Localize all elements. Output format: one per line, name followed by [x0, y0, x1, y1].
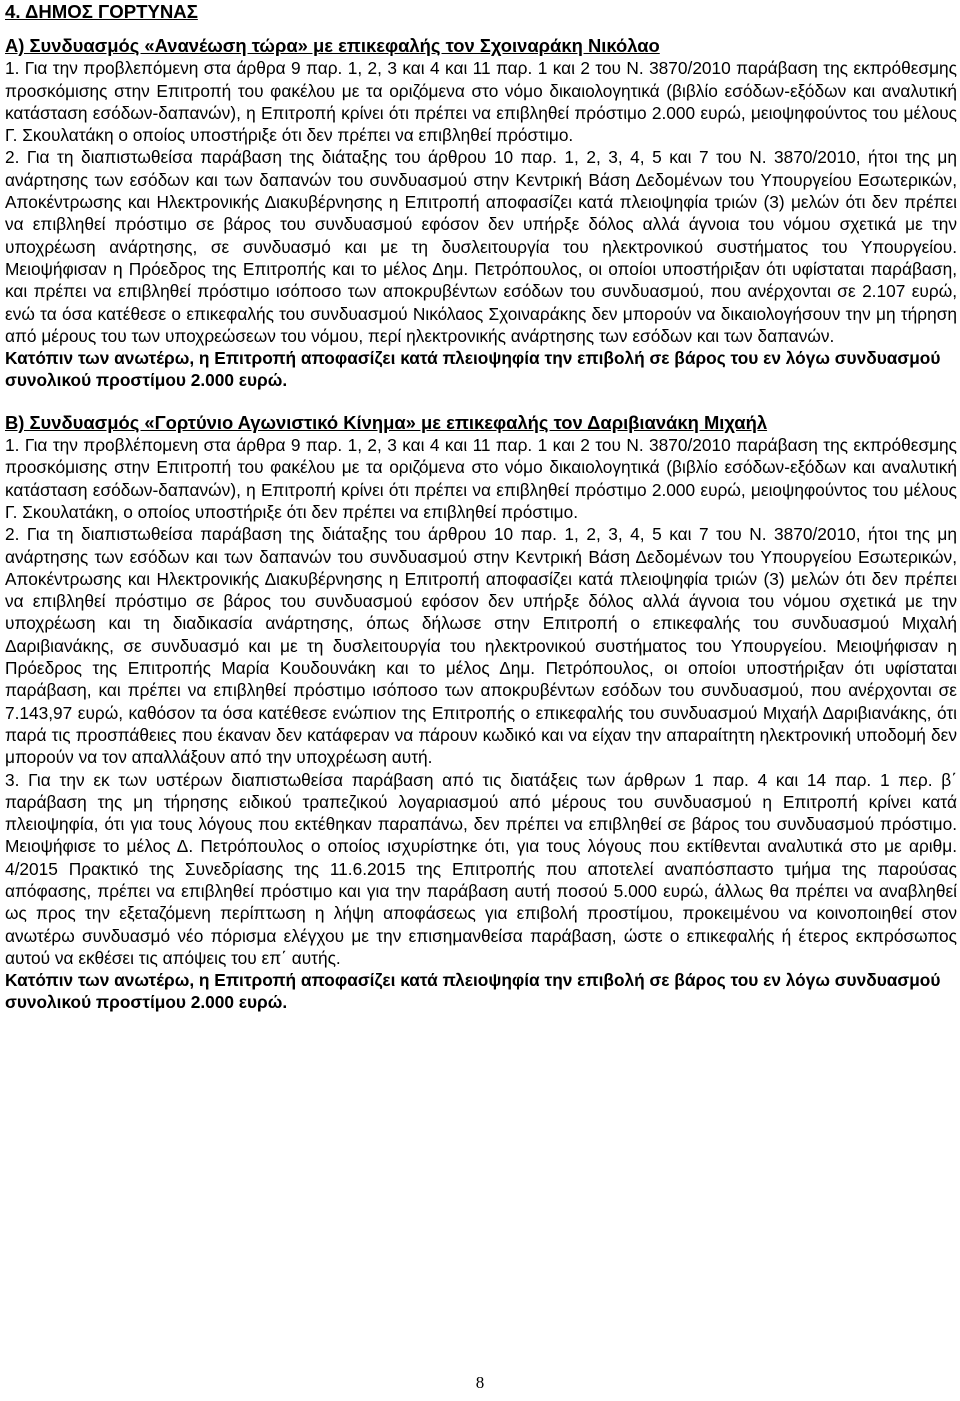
subsection-b-paragraph-2: 2. Για τη διαπιστωθείσα παράβαση της διάταξης του άρθρου 10 παρ. 1, 2, 3, 4, 5 και 7 του Ν. 3870/2010, ήτοι της μη ανάρτησης των εσόδων και των δαπανών του συνδυασμού στην Κεντρική Βάση Δεδομένων του Υπουργείου Εσωτερικών, Αποκέντρωσης και Ηλεκτρονικής Διακυβέρνησης η Επιτροπή αποφασίζει κατά πλειοψηφία τριών (3) μελών ότι δεν πρέπει να επιβληθεί πρόστιμο σε βάρος του συνδυασμού εφόσον δεν υπήρξε δόλος αλλά άγνοια του νόμου σχετικά με την υποχρέωση και τη διαδικασία ανάρτησης, όπως δήλωσε στην Επιτροπή ο επικεφαλής του συνδυασμού Μιχαλή Δαριβιανάκης, σε συνδυασμό και με τη δυσλειτουργία του ηλεκτρονικού συστήματος του Υπουργείου. Μειοψήφισαν η Πρόεδρος της Επιτροπής Μαρία Κουδουνάκη και το μέλος Δημ. Πετρόπουλος, οι οποίοι υποστήριξαν ότι υφίσταται παράβαση, και πρέπει να επιβληθεί πρόστιμο ισόποσο των αποκρυβέντων εσόδων του συνδυασμού, που ανέρχονται σε 7.143,97 ευρώ, καθόσον τα όσα κατέθεσε ενώπιον της Επιτροπής ο επικεφαλής του συνδυασμού Μιχαήλ Δαριβιανάκης, ότι παρά τις προσπάθειες που έκαναν δεν κατάφεραν να πάρουν κωδικό και να είχαν την απαραίτητη ηλεκτρονική υποδομή δεν μπορούν να τον απαλλάξουν από την υποχρέωση αυτή. — [5, 524, 957, 768]
subsection-a-paragraph-2: 2. Για τη διαπιστωθείσα παράβαση της διάταξης του άρθρου 10 παρ. 1, 2, 3, 4, 5 και 7 του Ν. 3870/2010, ήτοι της μη ανάρτησης των εσόδων και των δαπανών του συνδυασμού στην Κεντρική Βάση Δεδομένων του Υπουργείου Εσωτερικών, Αποκέντρωσης και Ηλεκτρονικής Διακυβέρνησης η Επιτροπή αποφασίζει κατά πλειοψηφία τριών (3) μελών ότι δεν πρέπει να επιβληθεί πρόστιμο σε βάρος του συνδυασμού εφόσον δεν υπήρξε δόλος αλλά άγνοια του νόμου σχετικά με την υποχρέωση ανάρτησης, σε συνδυασμό και με τη δυσλειτουργία του ηλεκτρονικού συστήματος του Υπουργείου. Μειοψήφισαν η Πρόεδρος της Επιτροπής και το μέλος Δημ. Πετρόπουλος, οι οποίοι υποστήριξαν ότι υφίσταται παράβαση, και πρέπει να επιβληθεί πρόστιμο ισόποσο των αποκρυβέντων εσόδων του συνδυασμού, που ανέρχονται σε 2.107 ευρώ, ενώ τα όσα κατέθεσε ο επικεφαλής του συνδυασμού Νικόλαος Σχοιναράκης δεν μπορούν να δικαιολογήσουν την μη τήρηση από μέρους του των υποχρεώσεων του νόμου, περί ηλεκτρονικής ανάρτησης των εσόδων και των δαπανών. — [5, 147, 957, 346]
subsection-a-heading: Α) Συνδυασμός «Ανανέωση τώρα» με επικεφαλής τον Σχοιναράκη Νικόλαο — [5, 35, 660, 56]
document-body — [5, 0, 957, 1014]
subsection-b-paragraph-3: 3. Για την εκ των υστέρων διαπιστωθείσα παράβαση από τις διατάξεις των άρθρων 1 παρ. 4 και 14 παρ. 1 περ. β΄ παράβαση της μη τήρησης ειδικού τραπεζικού λογαριασμού από μέρους του συνδυασμού η Επιτροπή κρίνει κατά πλειοψηφία, ότι για τους λόγους που εκτέθηκαν παραπάνω, δεν πρέπει να επιβληθεί σε βάρος του συνδυασμού πρόστιμο. Μειοψήφισε το μέλος Δ. Πετρόπουλος ο οποίος ισχυρίστηκε ότι, για τους λόγους που εκτίθενται αναλυτικά στο με αριθμ. 4/2015 Πρακτικό της Συνεδρίασης της 11.6.2015 της Επιτροπής που αποτελεί αναπόσπαστο τμήμα της παρούσας απόφασης, πρέπει να επιβληθεί πρόστιμο και για την παράβαση αυτή ποσού 5.000 ευρώ, άλλως θα πρέπει να αναβληθεί ως προς την εξεταζόμενη περίπτωση η λήψη αποφάσεως για επιβολή προστίμου, προκειμένου να κοινοποιηθεί στον ανωτέρω συνδυασμό νέο πόρισμα ελέγχου με την επισημανθείσα παράβαση, ώστε ο επικεφαλής ή έτερος εκπρόσωπος αυτού να εκθέσει τις απόψεις του επ΄ αυτής. — [5, 769, 957, 968]
subsection-b-decision: Κατόπιν των ανωτέρω, η Επιτροπή αποφασίζει κατά πλειοψηφία την επιβολή σε βάρος του εν λόγω συνδυασμού συνολικού προστίμου 2.000 ευρώ. — [5, 970, 941, 1013]
subsection-b-paragraph-1: 1. Για την προβλέπομενη στα άρθρα 9 παρ. 1, 2, 3 και 4 και 11 παρ. 1 και 2 του Ν. 3870/2010 παράβαση της εκπρόθεσμης προσκόμισης στην Επιτροπή του φακέλου με τα οριζόμενα στο νόμο δικαιολογητικά (βιβλίο εσόδων-εξόδων και αναλυτική κατάσταση εσόδων-δαπανών), η Επιτροπή κρίνει ότι πρέπει να επιβληθεί πρόστιμο 2.000 ευρώ, μειοψηφούντος του μέλους Γ. Σκουλατάκη, ο οποίος υποστήριξε ότι δεν πρέπει να επιβληθεί πρόστιμο. — [5, 435, 957, 522]
section-heading: 4. ΔΗΜΟΣ ΓΟΡΤΥΝΑΣ — [5, 1, 198, 22]
spacer — [5, 24, 957, 35]
subsection-a-paragraph-1: 1. Για την προβλεπόμενη στα άρθρα 9 παρ. 1, 2, 3 και 4 και 11 παρ. 1 και 2 του Ν. 3870/2010 παράβαση της εκπρόθεσμης προσκόμισης στην Επιτροπή του φακέλου με τα οριζόμενα στο νόμο δικαιολογητικά (βιβλίο εσόδων-εξόδων και αναλυτική κατάσταση εσόδων-δαπανών), η Επιτροπή κρίνει ότι πρέπει να επιβληθεί πρόστιμο 2.000 ευρώ, μειοψηφούντος του μέλους Γ. Σκουλατάκη ο οποίος υποστήριξε ότι δεν πρέπει να επιβληθεί πρόστιμο. — [5, 58, 957, 146]
page-number: 8 — [475, 1373, 485, 1392]
subsection-a-decision: Κατόπιν των ανωτέρω, η Επιτροπή αποφασίζει κατά πλειοψηφία την επιβολή σε βάρος του εν λόγω συνδυασμού συνολικού προστίμου 2.000 ευρώ. — [5, 348, 941, 391]
subsection-b-heading: Β) Συνδυασμός «Γορτύνιο Αγωνιστικό Κίνημα» με επικεφαλής τον Δαριβιανάκη Μιχαήλ — [5, 411, 768, 433]
